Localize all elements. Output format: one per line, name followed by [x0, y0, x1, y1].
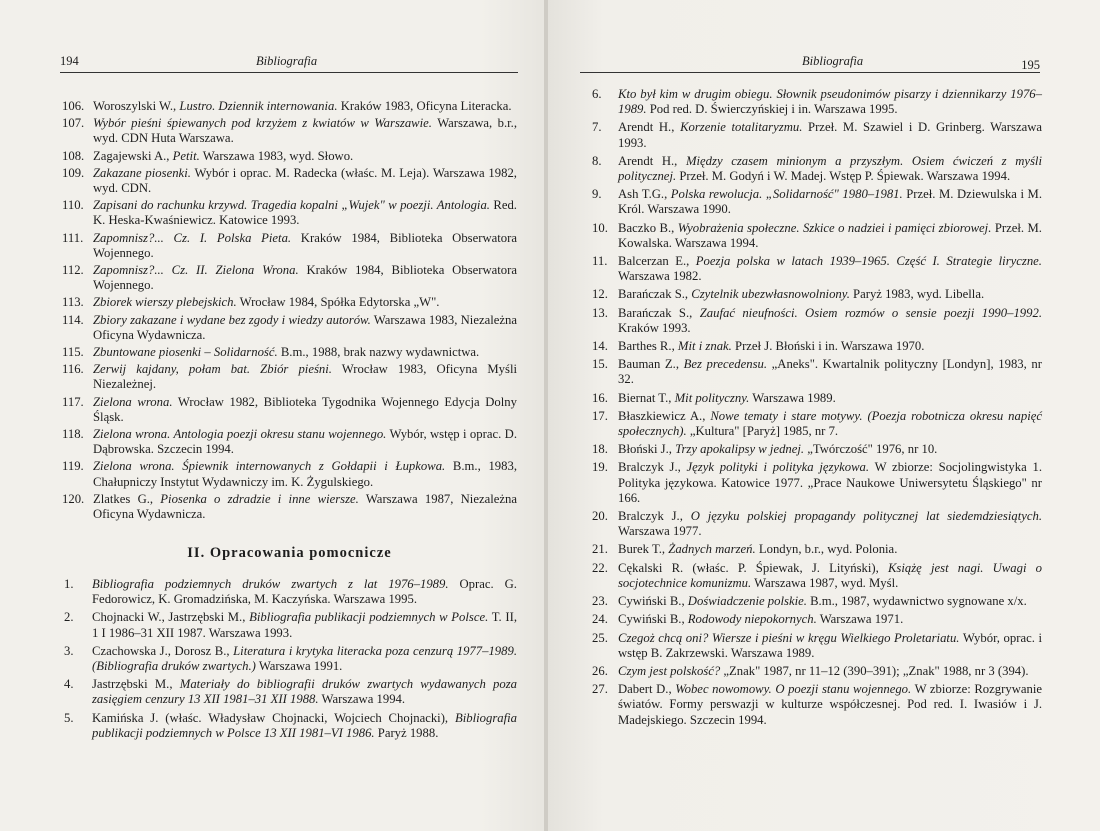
- entry-author: Barańczak S.,: [618, 287, 692, 302]
- bibliography-entry: [580, 357, 1042, 387]
- bibliography-entry: [580, 442, 1042, 457]
- entry-number: 106.: [62, 99, 85, 113]
- entry-title: Trzy apokalipsy w jednej.: [675, 442, 805, 457]
- bibliography-entry: [580, 287, 1042, 302]
- bibliography-entry: [62, 149, 517, 164]
- entry-details: Warszawa 1971.: [816, 612, 904, 627]
- bibliography-entry: [62, 610, 517, 640]
- bibliography-entry: [580, 542, 1042, 557]
- entry-details: B.m., 1983, Chałupniczy Instytut Wydawniczy im. K. Żygulskiego.: [93, 459, 517, 489]
- entry-number: 14.: [592, 339, 608, 354]
- entry-author: Chojnacki W., Jastrzębski M.,: [92, 610, 250, 625]
- entry-details: B.m., 1988, brak nazwy wydawnictwa.: [277, 345, 480, 360]
- entry-title: Zapomnisz?... Cz. I. Polska Pieta.: [93, 230, 292, 245]
- entry-details: Przeł. M. Godyń i W. Madej. Wstęp P. Śpiewak. Warszawa 1994.: [676, 169, 1011, 184]
- bibliography-entry: [580, 682, 1042, 728]
- bibliography-entry: [580, 339, 1042, 354]
- entry-number: 15.: [592, 357, 608, 372]
- entry-details: Warszawa 1977.: [618, 524, 702, 539]
- bibliography-entry: [580, 154, 1042, 184]
- entry-number: 13.: [592, 305, 608, 320]
- entry-number: 114.: [62, 312, 84, 327]
- entry-details: Oprac. G. Fedorowicz, K. Gromadzińska, M. Kaczyńska. Warszawa 1995.: [92, 577, 517, 607]
- entry-number: 16.: [592, 390, 608, 405]
- entry-title: Wyobrażenia społeczne. Szkice o nadziei i pamięci zbiorowej.: [677, 220, 992, 235]
- left-entries-bottom: [62, 577, 517, 744]
- entry-details: T. II, 1 I 1986–31 XII 1987. Warszawa 1993.: [92, 610, 518, 640]
- entry-title: Zielona wrona.: [93, 394, 173, 409]
- entry-title: Polska rewolucja. „Solidarność" 1980–1981.: [670, 187, 903, 202]
- entry-number: 1.: [64, 577, 74, 591]
- entry-author: Barthes R.,: [618, 339, 678, 354]
- entry-title: Bibliografia publikacji podziemnych w Polsce 13 XII 1981–VI 1986.: [92, 710, 517, 740]
- entry-title: Lustro. Dziennik internowania.: [179, 99, 338, 113]
- bibliography-entry: [580, 509, 1042, 539]
- bibliography-entry: [62, 427, 517, 457]
- entry-author: Balcerzan E.,: [618, 254, 696, 269]
- entry-author: Woroszylski W.,: [93, 99, 180, 113]
- bibliography-entry: [62, 677, 517, 707]
- entry-title: Bibliografia podziemnych druków zwartych z lat 1976–1989.: [92, 577, 449, 591]
- entry-author: Bralczyk J.,: [618, 509, 691, 524]
- entry-number: 111.: [62, 230, 84, 245]
- entry-details: Przeł J. Błoński i in. Warszawa 1970.: [731, 339, 925, 354]
- entry-details: W zbiorze: Socjolingwistyka 1. Polityka językowa. Katowice 1977. „Prace Naukowe Uniwersytetu Śląskiego" nr 166.: [618, 460, 1043, 505]
- entry-number: 23.: [592, 594, 608, 609]
- bibliography-entry: [580, 631, 1042, 661]
- entry-author: Bralczyk J.,: [618, 460, 687, 475]
- bibliography-entry: [580, 221, 1042, 251]
- bibliography-entry: [62, 395, 517, 425]
- entry-author: Błaszkiewicz A.,: [618, 408, 711, 423]
- entry-title: Zbiory zakazane i wydane bez zgody i wiedzy autorów.: [93, 312, 371, 327]
- entry-author: Cękalski R. (właśc. P. Śpiewak, J. Lityński),: [618, 560, 888, 575]
- entry-number: 117.: [62, 394, 84, 409]
- entry-author: Arendt H.,: [618, 120, 681, 135]
- entry-details: Przeł. M. Kowalska. Warszawa 1994.: [618, 220, 1042, 250]
- entry-title: Zerwij kajdany, połam bat. Zbiór pieśni.: [93, 362, 332, 377]
- bibliography-entry: [62, 711, 517, 741]
- entry-number: 116.: [62, 362, 84, 377]
- bibliography-entry: [580, 187, 1042, 217]
- entry-title: Kto był kim w drugim obiegu. Słownik pseudonimów pisarzy i dziennikarzy 1976–1989.: [618, 87, 1042, 117]
- right-entries: [580, 87, 1042, 731]
- entry-number: 109.: [62, 165, 85, 180]
- bibliography-entry: [580, 664, 1042, 679]
- entry-number: 113.: [62, 295, 84, 310]
- entry-title: Rodowody niepokornych.: [687, 612, 817, 627]
- entry-title: Piosenka o zdradzie i inne wiersze.: [160, 491, 359, 506]
- entry-title: Bez precedensu.: [683, 357, 768, 372]
- entry-details: Warszawa 1994.: [318, 692, 406, 707]
- entry-number: 3.: [64, 643, 74, 658]
- bibliography-entry: [580, 254, 1042, 284]
- entry-details: Warszawa 1989.: [749, 390, 836, 405]
- entry-details: Przeł. M. Szawiel i D. Grinberg. Warszawa 1993.: [618, 120, 1042, 150]
- entry-details: Paryż 1988.: [374, 725, 439, 740]
- left-running-title: Bibliografia: [256, 54, 318, 68]
- bibliography-entry: [580, 612, 1042, 627]
- entry-details: „Kultura" [Paryż] 1985, nr 7.: [686, 424, 839, 439]
- entry-number: 19.: [592, 460, 608, 475]
- bibliography-entry: [580, 460, 1042, 506]
- entry-number: 4.: [64, 677, 74, 692]
- entry-title: Zakazane piosenki.: [93, 165, 191, 180]
- entry-details: B.m., 1987, wydawnictwo sygnowane x/x.: [806, 594, 1027, 609]
- entry-title: Między czasem minionym a przyszłym. Osiem ćwiczeń z myśli politycznej.: [618, 153, 1042, 184]
- entry-author: Burek T.,: [618, 542, 669, 557]
- entry-author: Zlatkes G.,: [93, 491, 161, 506]
- entry-title: Zapisani do rachunku krzywd. Tragedia kopalni „Wujek" w poezji. Antologia.: [93, 198, 490, 213]
- entry-author: Baczko B.,: [618, 220, 678, 235]
- bibliography-entry: [62, 345, 517, 360]
- entry-author: Dabert D.,: [618, 682, 676, 697]
- entry-number: 119.: [62, 459, 84, 474]
- bibliography-entry: [580, 561, 1042, 591]
- entry-title: Poezja polska w latach 1939–1965. Część I. Strategie liryczne.: [695, 254, 1042, 269]
- entry-title: Język polityki i polityka językowa.: [686, 460, 870, 475]
- entry-details: Warszawa 1983, Niezależna Oficyna Wydawnicza.: [93, 312, 517, 342]
- entry-number: 2.: [64, 610, 74, 625]
- entry-number: 108.: [62, 148, 85, 163]
- entry-title: Materiały do bibliografii druków zwartych wydawanych poza zasięgiem cenzury 13 XII 1981–31 XII 1988.: [92, 677, 517, 707]
- entry-author: Ash T.G.,: [618, 187, 671, 202]
- bibliography-entry: [62, 644, 517, 674]
- right-page-number: 195: [1021, 58, 1040, 72]
- entry-details: „Znak" 1987, nr 11–12 (390–391); „Znak" 1988, nr 3 (394).: [720, 663, 1029, 678]
- entry-title: Książę jest nagi. Uwagi o socjotechnice komunizmu.: [618, 560, 1042, 590]
- entry-author: Kamińska J. (właśc. Władysław Chojnacki, Wojciech Chojnacki),: [92, 710, 455, 725]
- entry-details: Wybór i oprac. M. Radecka (właśc. M. Leja). Warszawa 1982, wyd. CDN.: [93, 165, 517, 196]
- bibliography-entry: [580, 120, 1042, 150]
- entry-author: Bauman Z.,: [618, 357, 684, 372]
- entry-title: Czegoż chcą oni? Wiersze i pieśni w kręgu Wielkiego Proletariatu.: [618, 630, 960, 645]
- entry-details: Red. K. Heska-Kwaśniewicz. Katowice 1993.: [93, 198, 517, 228]
- left-page-number: 194: [60, 54, 79, 68]
- entry-title: Zbuntowane piosenki – Solidarność.: [93, 345, 278, 360]
- entry-details: Warszawa 1982.: [618, 269, 702, 284]
- left-page: [0, 0, 546, 831]
- entry-number: 112.: [62, 263, 84, 278]
- entry-title: Wobec nowomowy. O poezji stanu wojennego.: [675, 682, 912, 697]
- entry-details: Wrocław 1984, Spółka Edytorska „W".: [236, 295, 440, 310]
- left-entries-top: [62, 99, 517, 524]
- bibliography-entry: [62, 313, 517, 343]
- entry-title: Zielona wrona. Śpiewnik internowanych z Gołdapii i Łupkowa.: [93, 459, 446, 474]
- entry-number: 110.: [62, 198, 84, 213]
- right-running-title: Bibliografia: [802, 54, 864, 68]
- bibliography-entry: [62, 99, 517, 114]
- entry-number: 7.: [592, 120, 602, 135]
- entry-details: Warszawa 1983, wyd. Słowo.: [199, 148, 354, 163]
- entry-title: Zielona wrona. Antologia poezji okresu stanu wojennego.: [93, 427, 387, 442]
- entry-author: Cywiński B.,: [618, 594, 688, 609]
- entry-number: 11.: [592, 254, 608, 269]
- entry-author: Biernat T.,: [618, 390, 675, 405]
- bibliography-entry: [62, 166, 517, 196]
- entry-author: Barańczak S.,: [618, 305, 700, 320]
- bibliography-entry: [62, 295, 517, 310]
- entry-title: Mit i znak.: [677, 339, 732, 354]
- entry-title: Zapomnisz?... Cz. II. Zielona Wrona.: [93, 263, 299, 278]
- bibliography-entry: [62, 263, 517, 293]
- entry-number: 10.: [592, 220, 608, 235]
- entry-details: Wrocław 1982, Biblioteka Tygodnika Wojennego Edycja Dolny Śląsk.: [93, 394, 517, 424]
- entry-number: 9.: [592, 187, 602, 202]
- entry-number: 17.: [592, 408, 608, 423]
- entry-title: Nowe tematy i stare motywy. (Poezja robotnicza okresu napięć społecznych).: [618, 408, 1043, 439]
- entry-number: 115.: [62, 345, 84, 360]
- entry-number: 24.: [592, 612, 608, 627]
- entry-number: 27.: [592, 682, 608, 697]
- entry-title: Czytelnik ubezwłasnowolniony.: [691, 287, 850, 302]
- entry-title: Zbiorek wierszy plebejskich.: [93, 295, 237, 310]
- entry-details: Kraków 1983, Oficyna Literacka.: [337, 99, 512, 113]
- entry-author: Cywiński B.,: [618, 612, 688, 627]
- entry-title: Literatura i krytyka literacka poza cenzurą 1977–1989. (Bibliografia druków zwartych.): [92, 643, 517, 674]
- entry-details: Warszawa, b.r., wyd. CDN Huta Warszawa.: [93, 116, 518, 146]
- entry-number: 120.: [62, 491, 85, 506]
- bibliography-entry: [580, 306, 1042, 336]
- entry-number: 12.: [592, 287, 608, 302]
- entry-details: Warszawa 1987, Niezależna Oficyna Wydawnicza.: [93, 491, 517, 522]
- entry-title: O języku polskiej propagandy politycznej lat siedemdziesiątych.: [690, 509, 1042, 524]
- entry-details: Wybór, wstęp i oprac. D. Dąbrowska. Szczecin 1994.: [93, 427, 517, 457]
- bibliography-entry: [580, 391, 1042, 406]
- entry-number: 21.: [592, 542, 608, 557]
- entry-title: Zaufać nieufności. Osiem rozmów o sensie poezji 1990–1992.: [699, 305, 1042, 320]
- entry-details: Londyn, b.r., wyd. Polonia.: [755, 542, 898, 557]
- entry-author: Zagajewski A.,: [93, 148, 173, 163]
- entry-title: Wybór pieśni śpiewanych pod krzyżem z kwiatów w Warszawie.: [93, 116, 432, 131]
- entry-author: Arendt H.,: [618, 153, 686, 168]
- entry-number: 6.: [592, 87, 602, 101]
- entry-title: Doświadczenie polskie.: [687, 594, 807, 609]
- bibliography-entry: [62, 492, 517, 522]
- entry-details: „Twórczość" 1976, nr 10.: [804, 442, 938, 457]
- bibliography-entry: [580, 409, 1042, 439]
- entry-details: Przeł. M. Dziewulska i M. Król. Warszawa 1990.: [618, 187, 1042, 217]
- bibliography-entry: [62, 198, 517, 228]
- entry-number: 26.: [592, 663, 608, 678]
- entry-number: 5.: [64, 710, 74, 725]
- entry-number: 118.: [62, 427, 84, 442]
- entry-title: Korzenie totalitaryzmu.: [680, 120, 803, 135]
- entry-details: „Aneks". Kwartalnik polityczny [Londyn], 1983, nr 32.: [618, 357, 1042, 387]
- entry-author: Czachowska J., Dorosz B.,: [92, 643, 234, 658]
- entry-title: Żadnych marzeń.: [668, 542, 756, 557]
- right-running-head: [580, 52, 1040, 73]
- left-running-head: [60, 52, 518, 73]
- entry-title: Petit.: [172, 148, 200, 163]
- bibliography-entry: [62, 231, 517, 261]
- bibliography-entry: [62, 116, 517, 146]
- entry-details: Kraków 1984, Biblioteka Obserwatora Wojennego.: [93, 230, 517, 260]
- entry-number: 107.: [62, 116, 85, 131]
- entry-details: W zbiorze: Rozgrywanie światów. Formy perswazji w kulturze współczesnej. Pod red. I. Iwasiów i J. Madejskiego. Szczecin 1994.: [618, 682, 1042, 727]
- entry-number: 8.: [592, 153, 602, 168]
- entry-details: Pod red. D. Świerczyńskiej i in. Warszawa 1995.: [646, 102, 898, 117]
- entry-number: 18.: [592, 442, 608, 457]
- section-heading: II. Opracowania pomocnicze: [187, 545, 392, 561]
- entry-details: Kraków 1984, Biblioteka Obserwatora Wojennego.: [93, 263, 518, 293]
- entry-details: Warszawa 1991.: [255, 659, 343, 674]
- entry-author: Błoński J.,: [618, 442, 676, 457]
- bibliography-entry: [62, 362, 517, 392]
- bibliography-entry: [580, 594, 1042, 609]
- entry-details: Wrocław 1983, Oficyna Myśli Niezależnej.: [93, 362, 518, 392]
- bibliography-entry: [62, 577, 517, 607]
- entry-title: Mit polityczny.: [674, 390, 750, 405]
- entry-number: 22.: [592, 560, 608, 575]
- entry-details: Paryż 1983, wyd. Libella.: [849, 287, 985, 302]
- bibliography-entry: [580, 87, 1042, 117]
- entry-details: Warszawa 1987, wyd. Myśl.: [751, 575, 899, 590]
- entry-title: Bibliografia publikacji podziemnych w Polsce.: [249, 610, 489, 625]
- right-page: [548, 0, 1100, 831]
- entry-title: Czym jest polskość?: [618, 663, 721, 678]
- bibliography-entry: [62, 459, 517, 489]
- entry-details: Wybór, oprac. i wstęp B. Zakrzewski. Warszawa 1989.: [618, 630, 1042, 660]
- entry-author: Jastrzębski M.,: [92, 677, 180, 692]
- entry-number: 20.: [592, 509, 608, 524]
- entry-details: Kraków 1993.: [618, 320, 691, 335]
- entry-number: 25.: [592, 630, 608, 645]
